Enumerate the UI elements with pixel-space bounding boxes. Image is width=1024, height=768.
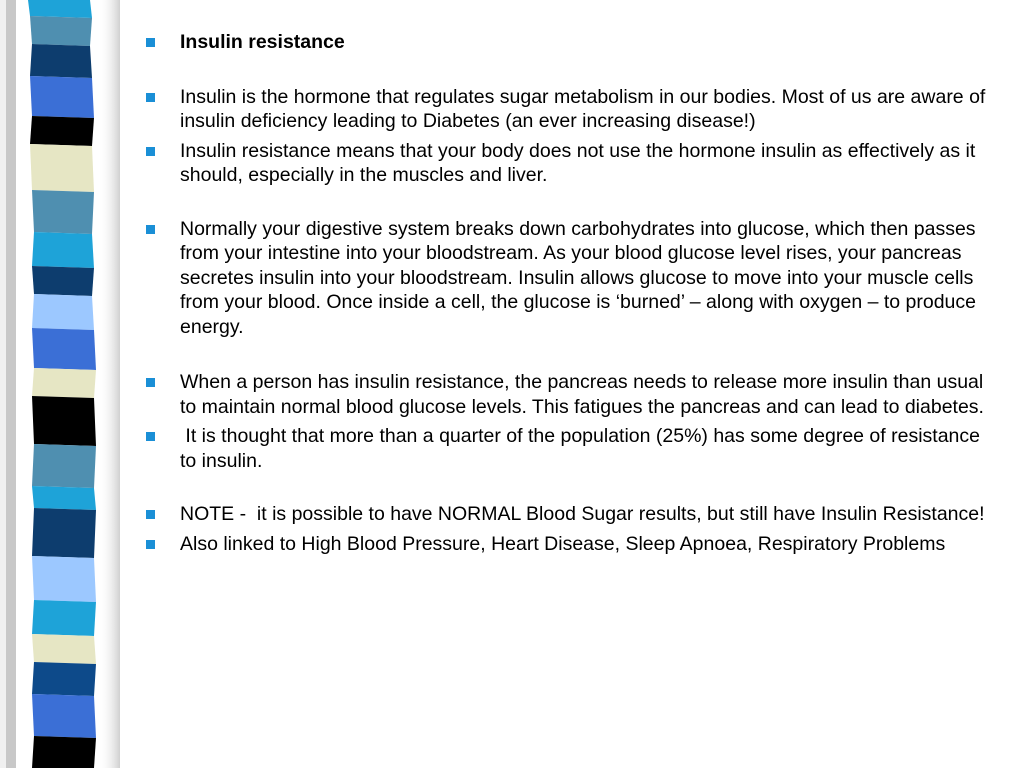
square-bullet-icon [146,38,155,47]
bullet-text: It is thought that more than a quarter of the population (25%) has some degree of resistance to insulin. [180,425,986,472]
bullet-heading: Insulin resistance [180,31,345,53]
bullet-text: Insulin resistance means that your body does not use the hormone insulin as effectively as it should, especially in the muscles and liver. [180,139,976,186]
decorative-stripe-border [0,0,120,768]
bullet-item [146,139,996,188]
square-bullet-icon [146,540,155,549]
bullet-item [146,532,996,557]
bullet-text: When a person has insulin resistance, the pancreas needs to release more insulin than usual to maintain normal blood glucose levels. This fatigues the pancreas and can lead to diabetes. [180,371,984,418]
square-bullet-icon [146,225,155,234]
square-bullet-icon [146,93,155,102]
bullet-text: Insulin is the hormone that regulates sugar metabolism in our bodies. Most of us are aware of insulin deficiency leading to Diabetes (an ever increasing disease!) [180,85,986,132]
bullet-text: Normally your digestive system breaks down carbohydrates into glucose, which then passes from your intestine into your bloodstream. As your blood glucose level rises, your pancreas secretes insulin into your bloodstream. Insulin allows glucose to move into your muscle cells from your blood. Once inside a cell, the glucose is ‘burned’ – along with oxygen – to produce energy. [180,217,976,338]
bullet-item [146,424,996,473]
bullet-item [146,370,996,419]
bullet-text: NOTE - it is possible to have NORMAL Blood Sugar results, but still have Insulin Resistance! [180,503,985,525]
bullet-item [146,30,996,55]
square-bullet-icon [146,147,155,156]
square-bullet-icon [146,432,155,441]
bullet-item [146,217,996,340]
square-bullet-icon [146,510,155,519]
bullet-list [146,30,996,556]
bullet-text: Also linked to High Blood Pressure, Heart Disease, Sleep Apnoea, Respiratory Problems [180,532,946,555]
bullet-item [146,85,996,134]
square-bullet-icon [146,378,155,387]
bullet-item [146,502,996,527]
